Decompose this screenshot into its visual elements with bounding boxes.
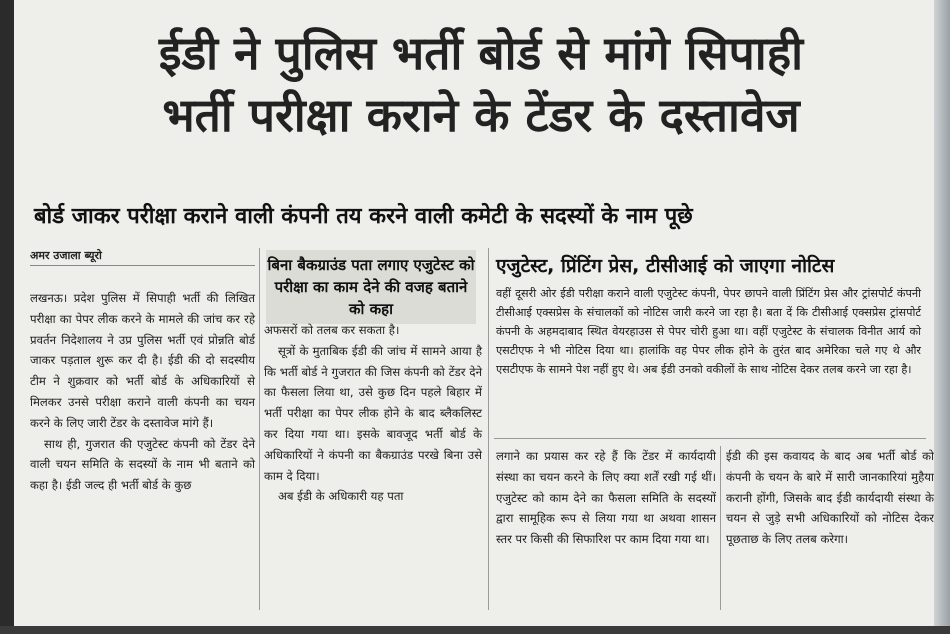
side-story-divider [494, 438, 926, 439]
pull-quote-box: बिना बैकग्राउंड पता लगाए एजुटेस्ट को परीक्षा का काम देने की वजह बताने को कहा [266, 250, 476, 324]
column-divider-3 [720, 446, 721, 610]
column-divider-1 [259, 248, 260, 610]
page-edge-right [934, 0, 950, 634]
side-story-body: वहीं दूसरी ओर ईडी परीक्षा कराने वाली एजुटेस्ट कंपनी, पेपर छापने वाली प्रिंटिंग प्रेस और ट्रांसपोर्ट कंपनी टीसीआई एक्सप्रेस के संचालकों को नोटिस जारी करने जा रहा है। बता दें कि टीसीआई एक्सप्रेस ट्रांसपोर्ट कंपनी के अहमदाबाद स्थित वेयरहाउस से पेपर चोरी हुआ था। वहीं एजुटेस्ट के संचालक विनीत आर्य को एसटीएफ ने भी नोटिस दिया था। हालांकि वह पेपर लीक होने के तुरंत बाद अमेरिका चले गए थे और एसटीएफ के सामने पेश नहीं हुए थे। अब ईडी उनको वकीलों के साथ नोटिस देकर तलब करने जा रहा है। [496, 287, 921, 376]
headline-line-2: भर्ती परीक्षा कराने के टेंडर के दस्तावेज [162, 88, 800, 142]
headline-line-1: ईडी ने पुलिस भर्ती बोर्ड से मांगे सिपाही [158, 26, 804, 80]
column-1-paragraph-1: लखनऊ। प्रदेश पुलिस में सिपाही भर्ती की लिखित परीक्षा का पेपर लीक करने के मामले की जांच कर रहे प्रवर्तन निदेशालय ने उप्र पुलिस भर्ती एवं प्रोन्नति बोर्ड जाकर पड़ताल शुरू कर दी है। ईडी की दो सदस्यीय टीम ने शुक्रवार को भर्ती बोर्ड के अधिकारियों से मिलकर उनसे परीक्षा कराने वाली कंपनी का चयन करने के लिए जारी टेंडर के दस्तावेज मांगे हैं। [30, 291, 255, 430]
column-3: लगाने का प्रयास कर रहे हैं कि टेंडर में कार्यदायी संस्था का चयन करने के लिए क्या शर्तें रखी गई थीं। एजुटेस्ट को काम देने का फैसला समिति के सदस्यों द्वारा सामूहिक रूप से लिया गया था अथवा शासन स्तर पर किसी की सिफारिश पर काम दिया गया था। [496, 449, 716, 547]
column-divider-2 [488, 248, 489, 610]
side-story-heading: एजुटेस्ट, प्रिंटिंग प्रेस, टीसीआई को जाएगा नोटिस [496, 255, 835, 277]
newspaper-clipping [14, 0, 934, 626]
page-edge-bottom [0, 626, 950, 634]
headline [36, 22, 926, 146]
subheadline: बोर्ड जाकर परीक्षा कराने वाली कंपनी तय करने वाली कमेटी के सदस्यों के नाम पूछे [34, 204, 693, 229]
column-2-paragraph-1: अफसरों को तलब कर सकता है। [264, 323, 400, 337]
column-2-paragraph-2: सूत्रों के मुताबिक ईडी की जांच में सामने आया है कि भर्ती बोर्ड ने गुजरात की जिस कंपनी को टेंडर देने का फैसला लिया था, उसे कुछ दिन पहले बिहार में भर्ती परीक्षा का पेपर लीक होने के बाद ब्लैकलिस्ट कर दिया गया था। इसके बावजूद भर्ती बोर्ड के अधिकारियों ने कंपनी का बैकग्राउंड परखे बिना उसे काम दे दिया। [264, 343, 482, 483]
column-2-paragraph-3: अब ईडी के अधिकारी यह पता [278, 489, 404, 504]
byline: अमर उजाला ब्यूरो [30, 248, 255, 266]
column-4: ईडी की इस कवायद के बाद अब भर्ती बोर्ड को कंपनी के चयन के बारे में सारी जानकारियां मुहैया करानी होंगी, जिसके बाद ईडी कार्यदायी संस्था के चयन से जुड़े सभी अधिकारियों को नोटिस देकर पूछताछ के लिए तलब करेगा। [726, 449, 934, 547]
column-1 [30, 288, 255, 496]
column-1-paragraph-2: साथ ही, गुजरात की एजुटेस्ट कंपनी को टेंडर देने वाली चयन समिति के सदस्यों के नाम भी बताने को कहा है। ईडी जल्द ही भर्ती बोर्ड के कुछ [30, 436, 255, 493]
column-2 [264, 320, 482, 507]
